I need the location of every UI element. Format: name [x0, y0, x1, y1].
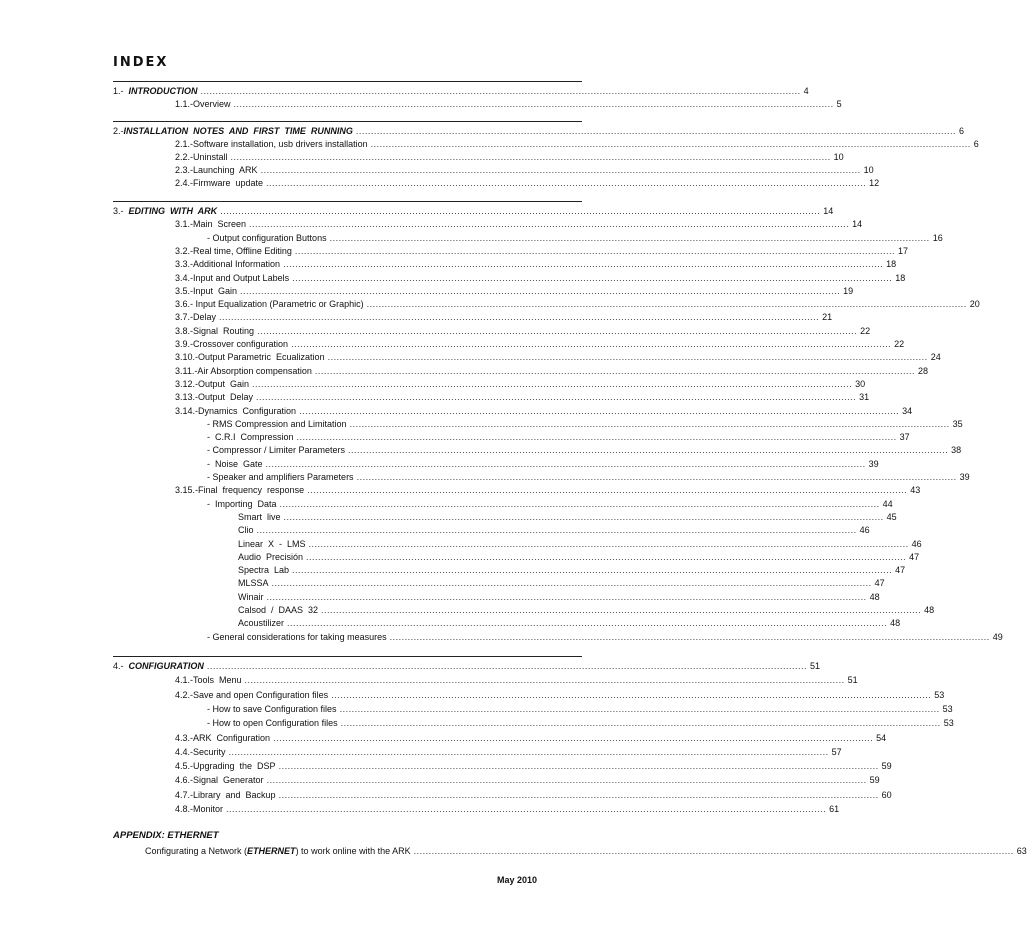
entry-label: [113, 125, 356, 137]
entry-label: 4.5.-Upgrading the DSP: [175, 761, 276, 772]
toc-entry[interactable]: [207, 418, 963, 430]
section-title: INSTALLATION NOTES AND FIRST TIME RUNNING: [123, 126, 353, 136]
dot-leader: ........................................................................................................................................................................................................: [331, 689, 932, 700]
appendix-heading: APPENDIX: ETHERNET: [113, 830, 219, 841]
page-number: 17: [898, 245, 909, 256]
toc-entry[interactable]: [175, 378, 866, 390]
entry-label: - C.R.I Compression: [207, 432, 294, 443]
dot-leader: ........................................................................................................................................................................................................: [356, 472, 957, 482]
toc-entry[interactable]: [175, 164, 874, 176]
page-number: 16: [932, 232, 943, 243]
page-number: 63: [1016, 846, 1027, 856]
toc-entry[interactable]: [207, 471, 970, 483]
toc-entry[interactable]: [175, 391, 870, 403]
dot-leader: ........................................................................................................................................................................................................: [292, 272, 893, 283]
toc-entry[interactable]: [175, 298, 980, 310]
dot-leader: ........................................................................................................................................................................................................: [266, 178, 867, 188]
entry-label: Smart live: [238, 511, 281, 522]
page-number: 37: [899, 432, 910, 443]
entry-label: 3.7.-Delay: [175, 312, 217, 323]
dot-leader: ........................................................................................................................................................................................................: [220, 206, 821, 216]
entry-label: 1.1.-Overview: [175, 99, 231, 109]
page-number: 54: [876, 732, 887, 743]
entry-label: Audio Precisión: [238, 551, 304, 562]
entry-label: 3.6.- Input Equalization (Parametric or Graphic): [175, 299, 364, 310]
page-number: 18: [895, 272, 906, 283]
toc-entry[interactable]: [238, 511, 897, 523]
dot-leader: ........................................................................................................................................................................................................: [370, 139, 971, 149]
dot-leader: ........................................................................................................................................................................................................: [329, 232, 930, 243]
page-number: 28: [918, 365, 929, 376]
section-number: 1.-: [113, 86, 129, 96]
dot-leader: ........................................................................................................................................................................................................: [240, 285, 841, 296]
toc-entry[interactable]: [175, 405, 913, 417]
entry-label: 3.9.-Crossover configuration: [175, 339, 289, 349]
page-number: 59: [869, 775, 880, 786]
dot-leader: ........................................................................................................................................................................................................: [283, 511, 884, 522]
page-number: 22: [894, 339, 905, 349]
dot-leader: ........................................................................................................................................................................................................: [200, 86, 801, 96]
dot-leader: ........................................................................................................................................................................................................: [271, 578, 872, 589]
page-number: 46: [911, 538, 922, 549]
entry-label: - RMS Compression and Limitation: [207, 418, 347, 429]
dot-leader: ........................................................................................................................................................................................................: [228, 746, 829, 757]
page-number: 61: [829, 804, 840, 814]
entry-label: 3.12.-Output Gain: [175, 378, 250, 389]
page-number: 35: [952, 418, 963, 429]
toc-entry[interactable]: [175, 774, 880, 786]
toc-entry[interactable]: [175, 218, 863, 230]
entry-label: 3.10.-Output Parametric Ecualization: [175, 352, 325, 363]
entry-label: [113, 660, 207, 672]
toc-section-heading[interactable]: [113, 85, 809, 97]
dot-leader: ........................................................................................................................................................................................................: [233, 99, 834, 109]
dot-leader: ........................................................................................................................................................................................................: [296, 432, 897, 443]
toc-entry[interactable]: [238, 564, 906, 576]
dot-leader: ........................................................................................................................................................................................................: [266, 775, 867, 786]
toc-entry[interactable]: [238, 524, 870, 536]
toc-entry[interactable]: [175, 674, 858, 686]
page-number: 48: [890, 618, 901, 629]
dot-leader: ........................................................................................................................................................................................................: [314, 365, 916, 376]
dot-leader: ........................................................................................................................................................................................................: [355, 126, 956, 136]
section-title: EDITING WITH ARK: [128, 206, 218, 216]
section-title: CONFIGURATION: [128, 661, 204, 671]
page-number: 43: [910, 485, 921, 496]
toc-entry[interactable]: [175, 689, 945, 701]
page-number: 53: [943, 718, 954, 729]
entry-text: ) to work online with the ARK: [295, 846, 411, 856]
entry-label: 2.2.-Uninstall: [175, 152, 228, 162]
page-number: 6: [958, 126, 964, 136]
entry-label: [113, 205, 220, 217]
toc-entry[interactable]: [175, 98, 842, 110]
page-number: 18: [886, 259, 897, 270]
page-number: 48: [924, 605, 935, 615]
dot-leader: ........................................................................................................................................................................................................: [299, 405, 900, 416]
toc-entry[interactable]: [175, 272, 906, 284]
toc-entry[interactable]: [175, 138, 979, 150]
section-number: 4.-: [113, 661, 129, 671]
page-number: 14: [823, 206, 834, 216]
page-number: 34: [902, 405, 913, 416]
toc-entry[interactable]: [207, 498, 893, 510]
toc-entry[interactable]: [207, 458, 879, 470]
dot-leader: ........................................................................................................................................................................................................: [307, 485, 908, 496]
dot-leader: ........................................................................................................................................................................................................: [287, 618, 888, 629]
dot-leader: ........................................................................................................................................................................................................: [206, 661, 807, 671]
section-divider: [113, 81, 582, 82]
page-number: 12: [869, 178, 880, 188]
entry-label: 4.3.-ARK Configuration: [175, 732, 271, 743]
page-number: 24: [930, 352, 941, 363]
page-number: 45: [886, 511, 897, 522]
dot-leader: ........................................................................................................................................................................................................: [349, 418, 950, 429]
entry-label: Calsod / DAAS 32: [238, 605, 319, 615]
dot-leader: ........................................................................................................................................................................................................: [389, 631, 990, 642]
section-number: 3.-: [113, 206, 129, 216]
page-number: 6: [973, 139, 979, 149]
page-number: 53: [942, 703, 953, 714]
dot-leader: ........................................................................................................................................................................................................: [306, 551, 907, 562]
entry-label: 3.14.-Dynamics Configuration: [175, 405, 297, 416]
entry-label: Linear X - LMS: [238, 538, 306, 549]
toc-entry[interactable]: [175, 484, 921, 496]
dot-leader: ........................................................................................................................................................................................................: [308, 538, 909, 549]
entry-label: 4.8.-Monitor: [175, 804, 224, 814]
page-number: 21: [822, 312, 833, 323]
page-number: 38: [951, 445, 962, 456]
dot-leader: ........................................................................................................................................................................................................: [348, 445, 949, 456]
entry-label: 3.5.-Input Gain: [175, 285, 238, 296]
section-divider: [113, 656, 582, 657]
entry-label: 3.8.-Signal Routing: [175, 325, 255, 336]
page-number: 46: [859, 525, 870, 536]
entry-emphasis: ETHERNET: [247, 846, 296, 856]
dot-leader: ........................................................................................................................................................................................................: [366, 299, 967, 310]
page-number: 30: [855, 378, 866, 389]
dot-leader: ........................................................................................................................................................................................................: [219, 312, 820, 323]
page-number: 10: [833, 152, 844, 162]
entry-label: - How to open Configuration files: [207, 718, 338, 729]
page-number: 60: [881, 789, 892, 800]
toc-entry-appendix[interactable]: [145, 845, 1027, 857]
toc-section-heading[interactable]: [113, 660, 820, 672]
toc-section-heading[interactable]: [113, 125, 964, 137]
entry-label: 3.13.-Output Delay: [175, 392, 254, 403]
toc-entry[interactable]: [175, 151, 844, 163]
dot-leader: ........................................................................................................................................................................................................: [273, 732, 874, 743]
dot-leader: ........................................................................................................................................................................................................: [266, 591, 867, 602]
dot-leader: ........................................................................................................................................................................................................: [257, 325, 858, 336]
dot-leader: ........................................................................................................................................................................................................: [291, 339, 892, 349]
entry-label: 3.3.-Additional Information: [175, 259, 281, 270]
dot-leader: ........................................................................................................................................................................................................: [230, 152, 831, 162]
entry-label: - How to save Configuration files: [207, 703, 337, 714]
entry-label: 4.7.-Library and Backup: [175, 789, 276, 800]
entry-label: Spectra Lab: [238, 565, 290, 576]
entry-label: 3.11.-Air Absorption compensation: [175, 365, 312, 376]
toc-entry[interactable]: [175, 311, 833, 323]
entry-label: 3.15.-Final frequency response: [175, 485, 305, 496]
toc-entry[interactable]: [238, 538, 922, 550]
toc-entry[interactable]: [207, 631, 1003, 643]
toc-entry[interactable]: [238, 617, 901, 629]
dot-leader: ........................................................................................................................................................................................................: [244, 675, 845, 686]
dot-leader: ........................................................................................................................................................................................................: [279, 498, 880, 509]
page-number: 53: [934, 689, 945, 700]
dot-leader: ........................................................................................................................................................................................................: [327, 352, 928, 363]
entry-label: Winair: [238, 591, 264, 602]
dot-leader: ........................................................................................................................................................................................................: [278, 761, 879, 772]
entry-label: [145, 845, 414, 857]
page-number: 10: [863, 165, 874, 175]
entry-text: Configurating a Network (: [145, 846, 248, 856]
toc-entry[interactable]: [207, 431, 910, 443]
toc-entry[interactable]: [175, 338, 905, 350]
entry-label: - Compressor / Limiter Parameters: [207, 445, 346, 456]
entry-label: - Importing Data: [207, 498, 277, 509]
toc-entry[interactable]: [175, 803, 840, 815]
section-divider: [113, 201, 582, 202]
document-date: May 2010: [497, 875, 538, 885]
page-number: 20: [969, 299, 980, 310]
dot-leader: ........................................................................................................................................................................................................: [252, 378, 853, 389]
page-number: 51: [847, 675, 858, 686]
dot-leader: ........................................................................................................................................................................................................: [260, 165, 861, 175]
entry-label: 2.4.-Firmware update: [175, 178, 264, 188]
page-number: 4: [803, 86, 809, 96]
dot-leader: ........................................................................................................................................................................................................: [413, 846, 1014, 856]
toc-entry[interactable]: [207, 717, 954, 729]
dot-leader: ........................................................................................................................................................................................................: [249, 219, 850, 230]
page-number: 44: [882, 498, 893, 509]
toc-entry[interactable]: [175, 365, 929, 377]
page-number: 5: [836, 99, 842, 109]
toc-entry[interactable]: [175, 789, 892, 801]
section-divider: [113, 121, 582, 122]
entry-label: 4.4.-Security: [175, 746, 226, 757]
entry-label: 2.3.-Launching ARK: [175, 165, 258, 175]
toc-entry[interactable]: [175, 258, 897, 270]
toc-entry[interactable]: [175, 245, 909, 257]
toc-entry[interactable]: [238, 551, 920, 563]
entry-label: 4.2.-Save and open Configuration files: [175, 689, 329, 700]
dot-leader: ........................................................................................................................................................................................................: [226, 804, 827, 814]
entry-label: 3.2.-Real time, Offline Editing: [175, 245, 292, 256]
toc-entry[interactable]: [207, 703, 953, 715]
dot-leader: ........................................................................................................................................................................................................: [283, 259, 884, 270]
page-number: 49: [992, 631, 1003, 642]
index-title: INDEX: [113, 55, 169, 70]
page-number: 19: [843, 285, 854, 296]
toc-section-heading[interactable]: [113, 205, 834, 217]
page-number: 39: [959, 472, 970, 482]
page-number: 48: [869, 591, 880, 602]
entry-label: MLSSA: [238, 578, 269, 589]
toc-entry[interactable]: [175, 760, 892, 772]
entry-label: Clio: [238, 525, 254, 536]
toc-entry[interactable]: [207, 444, 962, 456]
section-title: INTRODUCTION: [128, 86, 198, 96]
toc-entry[interactable]: [238, 591, 880, 603]
page-number: 39: [868, 458, 879, 469]
entry-label: 2.1.-Software installation, usb drivers installation: [175, 139, 368, 149]
dot-leader: ........................................................................................................................................................................................................: [265, 458, 866, 469]
page-number: 47: [895, 565, 906, 576]
dot-leader: ........................................................................................................................................................................................................: [292, 565, 893, 576]
toc-entry[interactable]: [175, 325, 871, 337]
page-number: 47: [909, 551, 920, 562]
entry-label: 3.1.-Main Screen: [175, 219, 247, 230]
page-number: 31: [859, 392, 870, 403]
dot-leader: ........................................................................................................................................................................................................: [339, 703, 940, 714]
page-number: 14: [852, 219, 863, 230]
entry-label: 3.4.-Input and Output Labels: [175, 272, 290, 283]
section-number: 2.-: [113, 126, 124, 136]
entry-label: 4.6.-Signal Generator: [175, 775, 264, 786]
dot-leader: ........................................................................................................................................................................................................: [321, 605, 922, 615]
toc-entry[interactable]: [175, 732, 887, 744]
toc-entry[interactable]: [238, 577, 885, 589]
page-number: 51: [809, 661, 820, 671]
toc-entry[interactable]: [175, 351, 941, 363]
page-number: 22: [860, 325, 871, 336]
toc-entry[interactable]: [238, 604, 935, 616]
entry-label: 4.1.-Tools Menu: [175, 675, 242, 686]
dot-leader: ........................................................................................................................................................................................................: [294, 245, 895, 256]
entry-label: - Output configuration Buttons: [207, 232, 327, 243]
entry-label: - Noise Gate: [207, 458, 263, 469]
entry-label: - General considerations for taking measures: [207, 631, 387, 642]
page-number: 59: [881, 761, 892, 772]
dot-leader: ........................................................................................................................................................................................................: [340, 718, 941, 729]
toc-entry[interactable]: [175, 285, 854, 297]
dot-leader: ........................................................................................................................................................................................................: [256, 392, 857, 403]
entry-label: - Speaker and amplifiers Parameters: [207, 472, 354, 482]
toc-entry[interactable]: [207, 232, 943, 244]
page-number: 57: [831, 746, 842, 757]
page-number: 47: [874, 578, 885, 589]
entry-label: Acoustilizer: [238, 618, 285, 629]
entry-label: [113, 85, 201, 97]
dot-leader: ........................................................................................................................................................................................................: [256, 525, 857, 536]
toc-entry[interactable]: [175, 177, 880, 189]
toc-entry[interactable]: [175, 746, 842, 758]
dot-leader: ........................................................................................................................................................................................................: [278, 789, 879, 800]
